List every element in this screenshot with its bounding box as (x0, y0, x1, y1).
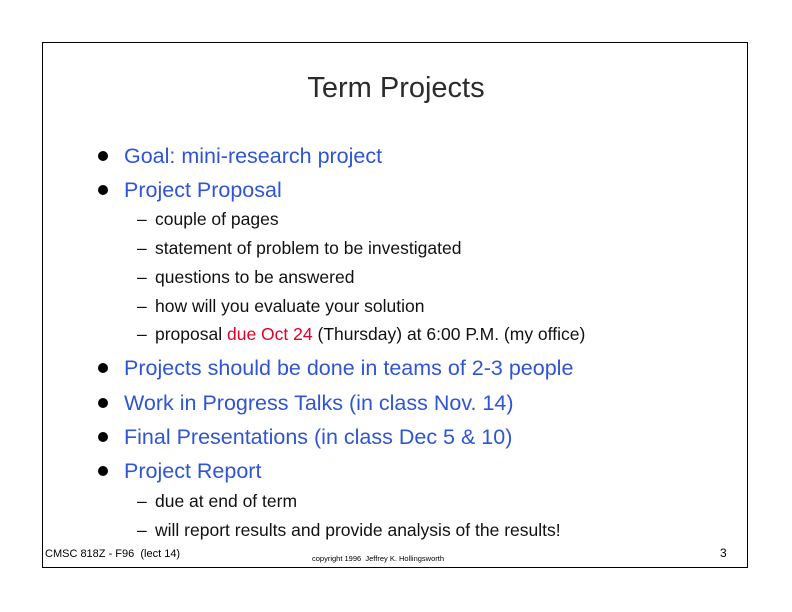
bullet-dot-icon (98, 432, 108, 442)
sub-item (137, 237, 461, 259)
bullet-text: Project Report (124, 459, 262, 483)
bullet-text: Final Presentations (in class Dec 5 & 10) (124, 425, 513, 449)
bullet-final-presentations (98, 424, 512, 450)
sub-item-text: how will you evaluate your solution (155, 296, 425, 316)
dash-icon: – (137, 324, 147, 344)
bullet-dot-icon (98, 185, 108, 195)
proposal-due-prefix: proposal (155, 324, 227, 344)
bullet-dot-icon (98, 398, 108, 408)
dash-icon: – (137, 520, 147, 540)
bullet-teams (98, 355, 573, 381)
footer-copyright: copyright 1996 Jeffrey K. Hollingsworth (312, 554, 445, 563)
dash-icon: – (137, 238, 147, 258)
proposal-due-suffix: (Thursday) at 6:00 P.M. (my office) (312, 324, 586, 344)
bullet-text: Work in Progress Talks (in class Nov. 14) (124, 391, 514, 415)
bullet-work-in-progress (98, 390, 514, 416)
sub-item-text: couple of pages (155, 209, 279, 229)
sub-item-text: will report results and provide analysis of the results! (155, 520, 561, 540)
dash-icon: – (137, 491, 147, 511)
bullet-text: Projects should be done in teams of 2-3 people (124, 356, 574, 380)
sub-item-text: due at end of term (155, 491, 298, 511)
bullet-text: Goal: mini-research project (124, 144, 383, 168)
bullet-project-report (98, 458, 261, 484)
bullet-dot-icon (98, 363, 108, 373)
sub-item-text: statement of problem to be investigated (155, 238, 462, 258)
page-number: 3 (720, 546, 727, 560)
dash-icon: – (137, 267, 147, 287)
sub-item (137, 519, 561, 541)
bullet-goal (98, 143, 382, 169)
footer-course: CMSC 818Z - F96 (lect 14) (45, 548, 181, 560)
slide-title: Term Projects (307, 72, 485, 104)
bullet-project-proposal (98, 177, 282, 203)
bullet-dot-icon (98, 466, 108, 476)
dash-icon: – (137, 209, 147, 229)
sub-item (137, 266, 354, 288)
sub-item-text: questions to be answered (155, 267, 355, 287)
sub-item (137, 490, 297, 512)
bullet-text: Project Proposal (124, 178, 282, 202)
sub-item-proposal-due (137, 323, 585, 345)
sub-item (137, 295, 424, 317)
bullet-dot-icon (98, 151, 108, 161)
dash-icon: – (137, 296, 147, 316)
proposal-due-date: due Oct 24 (227, 324, 313, 344)
sub-item (137, 208, 279, 230)
